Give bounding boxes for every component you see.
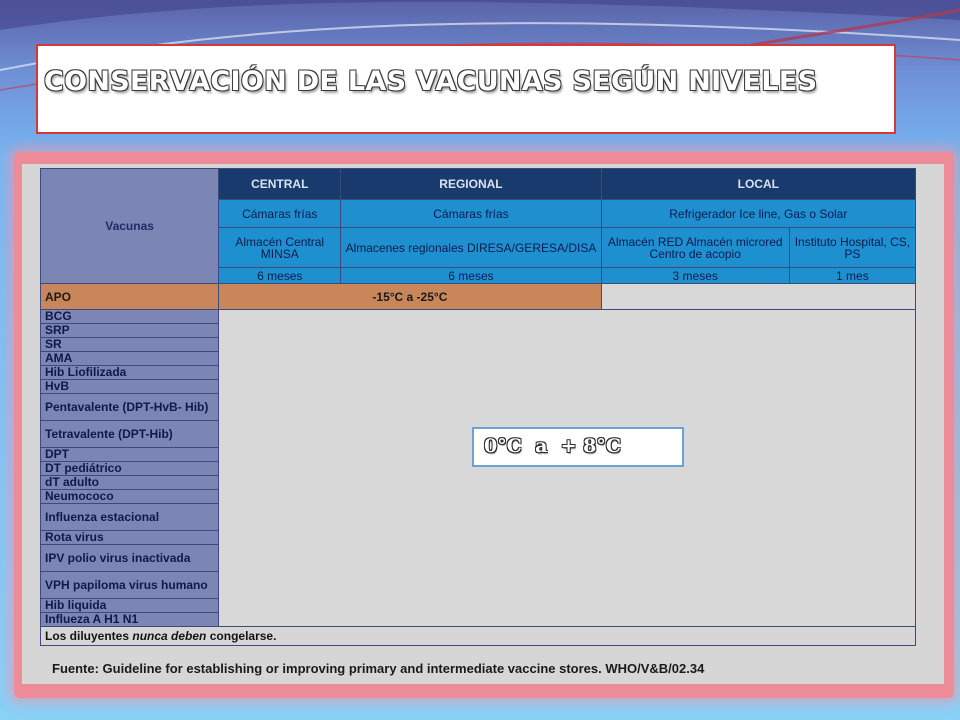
diluent-note bbox=[41, 627, 916, 646]
vaccine-row: Influenza estacional bbox=[41, 504, 219, 531]
equipment-central: Cámaras frías bbox=[219, 200, 341, 228]
storage-local-inst: Instituto Hospital, CS, PS bbox=[789, 228, 915, 268]
apo-label: APO bbox=[41, 284, 219, 310]
vaccine-row: BCG bbox=[41, 310, 219, 324]
vaccine-storage-table bbox=[40, 168, 916, 646]
duration-regional: 6 meses bbox=[341, 268, 601, 284]
level-central: CENTRAL bbox=[219, 169, 341, 200]
vaccine-row: IPV polio virus inactivada bbox=[41, 545, 219, 572]
vaccine-row: SRP bbox=[41, 324, 219, 338]
vaccine-row: Pentavalente (DPT-HvB- Hib) bbox=[41, 394, 219, 421]
equipment-regional: Cámaras frías bbox=[341, 200, 601, 228]
vaccine-row: Hib liquida bbox=[41, 599, 219, 613]
temperature-range: 0°C a + 8°C bbox=[484, 435, 621, 457]
level-regional: REGIONAL bbox=[341, 169, 601, 200]
vaccine-row: dT adulto bbox=[41, 476, 219, 490]
note-emphasis: nunca deben bbox=[132, 629, 207, 643]
vaccine-row: SR bbox=[41, 338, 219, 352]
source-citation: Fuente: Guideline for establishing or improving primary and intermediate vaccine stores. WHO/V&B/02.34 bbox=[52, 661, 705, 676]
vaccine-row: Hib Liofilizada bbox=[41, 366, 219, 380]
vaccine-row: HvB bbox=[41, 380, 219, 394]
duration-local-inst: 1 mes bbox=[789, 268, 915, 284]
temperature-callout bbox=[472, 427, 684, 467]
vaccine-row: VPH papiloma virus humano bbox=[41, 572, 219, 599]
level-local: LOCAL bbox=[601, 169, 915, 200]
vaccine-table-panel bbox=[22, 164, 944, 684]
vaccine-row: DPT bbox=[41, 448, 219, 462]
vaccine-row: Tetravalente (DPT-Hib) bbox=[41, 421, 219, 448]
vaccine-row: Neumococo bbox=[41, 490, 219, 504]
vaccine-row: Rota virus bbox=[41, 531, 219, 545]
title-banner bbox=[36, 44, 896, 134]
storage-regional: Almacenes regionales DIRESA/GERESA/DISA bbox=[341, 228, 601, 268]
note-suffix: congelarse. bbox=[209, 629, 277, 643]
vaccines-header: Vacunas bbox=[41, 169, 219, 284]
apo-empty-cell bbox=[601, 284, 915, 310]
equipment-local: Refrigerador Ice line, Gas o Solar bbox=[601, 200, 915, 228]
duration-central: 6 meses bbox=[219, 268, 341, 284]
vaccine-row: AMA bbox=[41, 352, 219, 366]
vaccine-row: DT pediátrico bbox=[41, 462, 219, 476]
note-prefix: Los diluyentes bbox=[45, 629, 130, 643]
refrigerated-range-area bbox=[219, 310, 916, 627]
duration-local-red: 3 meses bbox=[601, 268, 789, 284]
storage-central: Almacén Central MINSA bbox=[219, 228, 341, 268]
apo-range: -15°C a -25°C bbox=[219, 284, 601, 310]
page-title: CONSERVACIÓN DE LAS VACUNAS SEGÚN NIVELES bbox=[44, 66, 818, 97]
storage-local-red: Almacén RED Almacén microred Centro de acopio bbox=[601, 228, 789, 268]
vaccine-row: Influeza A H1 N1 bbox=[41, 613, 219, 627]
